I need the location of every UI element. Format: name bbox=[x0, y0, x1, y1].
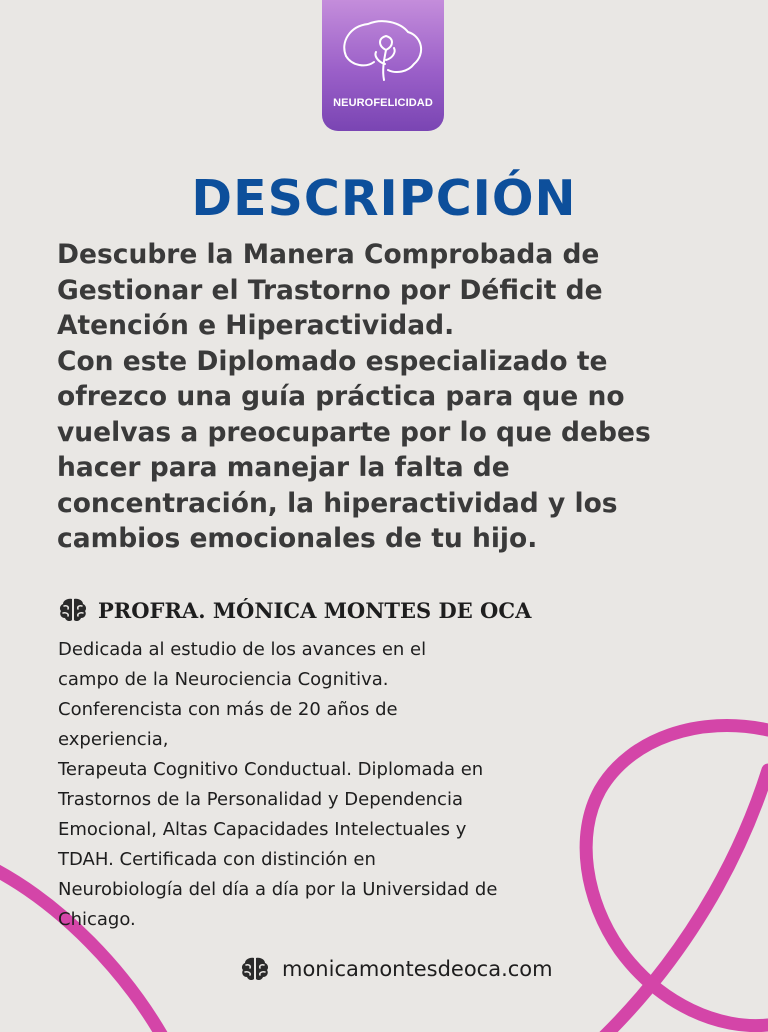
website-link[interactable]: monicamontesdeoca.com bbox=[282, 957, 553, 981]
author-bio bbox=[58, 635, 658, 935]
bio-line: TDAH. Certificada con distinción en bbox=[58, 849, 376, 870]
bio-line: Dedicada al estudio de los avances en el bbox=[58, 639, 427, 660]
brain-icon bbox=[240, 954, 270, 984]
bio-line: Conferencista con más de 20 años de bbox=[58, 699, 398, 720]
bio-line: Trastornos de la Personalidad y Dependencia bbox=[58, 789, 463, 810]
description-line: concentración, la hiperactividad y los bbox=[57, 487, 618, 519]
author-name: PROFRA. MÓNICA MONTES DE OCA bbox=[98, 597, 532, 623]
page-title: DESCRIPCIÓN bbox=[191, 170, 577, 227]
bio-line: campo de la Neurociencia Cognitiva. bbox=[58, 669, 389, 690]
description-line: Atención e Hiperactividad. bbox=[57, 310, 455, 341]
bio-line: Neurobiología del día a día por la Universidad de bbox=[58, 879, 498, 900]
bio-line: experiencia, bbox=[58, 729, 169, 750]
description-text bbox=[57, 237, 747, 557]
description-line: hacer para manejar la falta de bbox=[57, 452, 510, 483]
author-heading bbox=[58, 593, 531, 627]
bio-line: Terapeuta Cognitivo Conductual. Diplomada en bbox=[58, 759, 484, 780]
bio-line: Chicago. bbox=[58, 909, 136, 930]
brain-icon bbox=[58, 595, 88, 625]
description-line: vuelvas a preocuparte por lo que debes bbox=[57, 416, 651, 448]
description-line: Gestionar el Trastorno por Déficit de bbox=[57, 274, 603, 306]
description-line: ofrezco una guía práctica para que no bbox=[57, 381, 625, 412]
logo-text: NEUROFELICIDAD bbox=[333, 97, 433, 109]
description-line: cambios emocionales de tu hijo. bbox=[57, 523, 538, 554]
description-line: Descubre la Manera Comprobada de bbox=[57, 239, 600, 270]
bio-line: Emocional, Altas Capacidades Intelectuales y bbox=[58, 819, 467, 840]
logo-badge bbox=[322, 0, 444, 131]
brain-flower-icon bbox=[338, 16, 428, 84]
website-footer bbox=[240, 952, 553, 986]
description-line: Con este Diplomado especializado te bbox=[57, 345, 608, 377]
